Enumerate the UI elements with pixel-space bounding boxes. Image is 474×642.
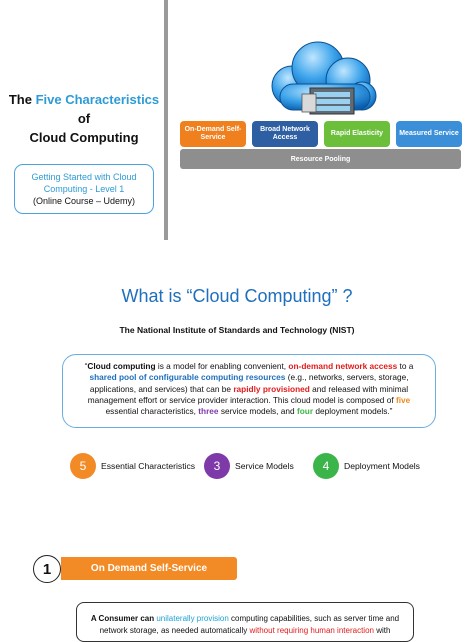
chip-measured-service: Measured Service — [396, 121, 462, 147]
section-title-bar: On Demand Self-Service — [61, 557, 237, 580]
title-of: of — [77, 111, 91, 126]
vertical-divider — [164, 0, 168, 240]
nist-source: The National Institute of Standards and Technology (NIST) — [119, 325, 355, 335]
chip-broad-network-access: Broad Network Access — [252, 121, 318, 147]
chip-rapid-elasticity: Rapid Elasticity — [324, 121, 390, 147]
what-is-heading: What is “Cloud Computing” ? — [121, 286, 353, 306]
course-line-2: Computing - Level 1 — [43, 184, 125, 194]
course-line-1: Getting Started with Cloud — [31, 172, 137, 182]
count-label-deployment-models: Deployment Models — [344, 461, 420, 471]
slide-title — [0, 90, 168, 147]
chip-on-demand-self-service: On-Demand Self-Service — [180, 121, 246, 147]
course-line-3: (Online Course – Udemy) — [32, 196, 136, 206]
resource-pooling-bar: Resource Pooling — [180, 149, 461, 169]
count-label-characteristics: Essential Characteristics — [101, 461, 196, 471]
consumer-definition-box: A Consumer can unilaterally provision computing capabilities, such as server time and network storage, as needed automatically without requiring human interaction with — [76, 602, 414, 642]
count-circle-service-models: 3 — [204, 453, 230, 479]
course-info-box — [14, 164, 154, 214]
count-circle-characteristics: 5 — [70, 453, 96, 479]
title-the: The — [8, 92, 32, 107]
title-subject: Cloud Computing — [29, 130, 139, 145]
nist-definition-box: “Cloud computing is a model for enabling convenient, on-demand network access to a shared pool of configurable computing resources (e.g., networks, servers, storage, applications, and services) that can be rapidly provisioned and released with minimal management effort or service provider interaction. This cloud model is composed of five essential characteristics, three service models, and four deployment models.” — [62, 354, 436, 428]
title-highlight: Five Characteristics — [35, 92, 160, 107]
count-label-service-models: Service Models — [235, 461, 294, 471]
section-number: 1 — [33, 555, 61, 583]
count-circle-deployment-models: 4 — [313, 453, 339, 479]
cloud-server-icon — [262, 38, 382, 120]
